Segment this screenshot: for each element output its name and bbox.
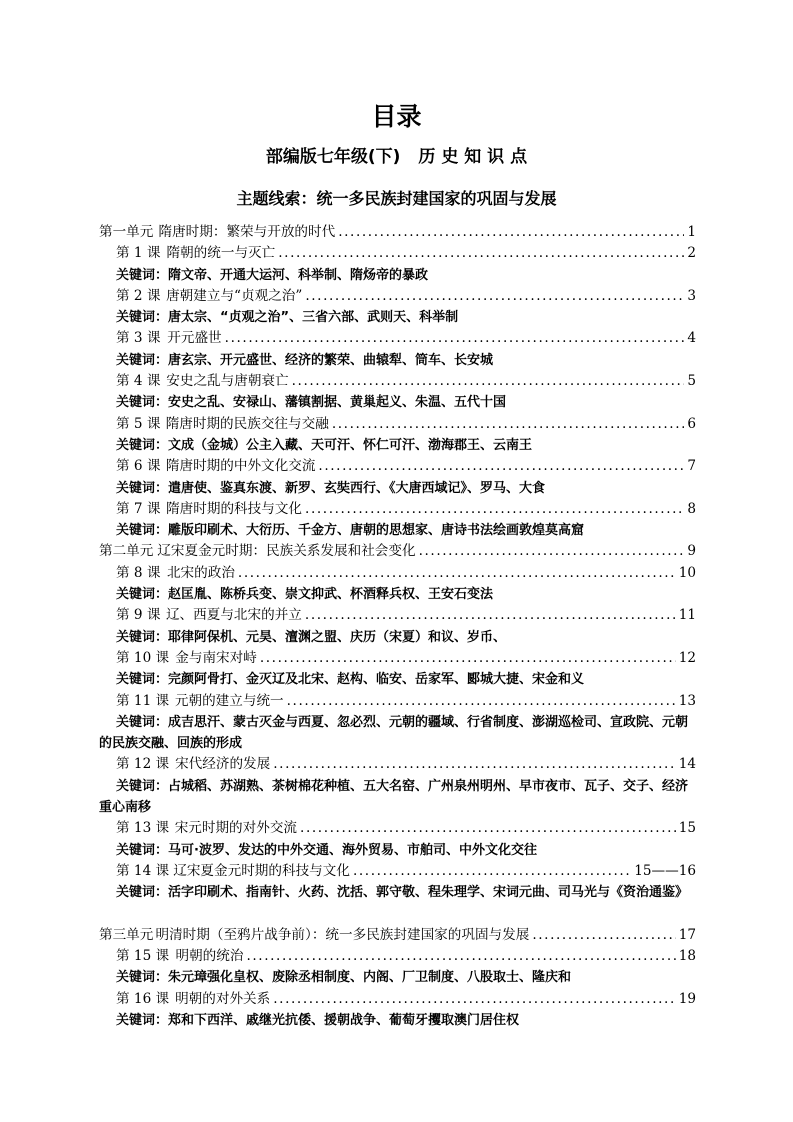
keyword-label: 关键词： — [116, 437, 169, 453]
entry-title: 隋唐时期的民族交往与交融 — [165, 415, 329, 432]
page-number: 19 — [678, 990, 696, 1007]
toc-lesson-entry[interactable] — [99, 818, 696, 839]
keyword-label: 关键词： — [116, 1012, 169, 1028]
keyword-label: 关键词： — [116, 523, 169, 539]
entry-number: 第 14 课 — [116, 862, 170, 879]
toc-lesson-entry[interactable] — [99, 414, 696, 435]
keyword-label: 关键词： — [116, 310, 169, 326]
entry-title: 安史之乱与唐朝衰亡 — [166, 373, 289, 390]
toc-unit-entry[interactable] — [99, 222, 696, 243]
entry-number: 第 9 课 — [116, 607, 161, 624]
dot-leader — [305, 286, 684, 307]
keyword-label: 关键词： — [116, 267, 169, 283]
page-number: 11 — [678, 607, 696, 624]
keyword-line — [99, 478, 696, 499]
entry-title: 辽、西夏与北宋的并立 — [165, 607, 302, 624]
entry-number: 第 6 课 — [116, 458, 161, 475]
entry-title: 金与南宋对峙 — [175, 649, 257, 666]
dot-leader — [332, 414, 685, 435]
entry-title: 隋朝的统一与灭亡 — [166, 245, 276, 262]
page-number: 13 — [678, 692, 696, 709]
keyword-line — [99, 435, 696, 456]
keyword-label: 关键词： — [116, 629, 169, 645]
keyword-text: 郑和下西洋、戚继光抗倭、援朝战争、葡萄牙攫取澳门居住权 — [168, 1012, 520, 1028]
toc-lesson-entry[interactable] — [99, 286, 696, 307]
page-number: 14 — [678, 756, 696, 773]
keyword-label: 关键词： — [116, 395, 169, 411]
entry-title: 隋唐时期的中外文化交流 — [165, 458, 316, 475]
toc-lesson-entry[interactable] — [99, 243, 696, 264]
keyword-label: 关键词： — [116, 352, 169, 368]
page-number: 2 — [687, 245, 696, 262]
keyword-label: 关键词： — [116, 970, 169, 986]
keyword-text: 文成（金城）公主入藏、天可汗、怀仁可汗、渤海郡王、云南王 — [168, 437, 533, 453]
page-number: 5 — [687, 373, 696, 390]
entry-title: 隋唐时期的科技与文化 — [166, 500, 303, 517]
entry-number: 第 10 课 — [116, 649, 170, 666]
keyword-label: 关键词： — [116, 778, 169, 794]
entry-number: 第 11 课 — [116, 692, 170, 709]
entry-title: 隋唐时期：繁荣与开放的时代 — [158, 224, 336, 240]
keyword-line — [99, 712, 696, 755]
dot-leader — [273, 754, 675, 775]
keyword-line — [99, 392, 696, 413]
page-number: 4 — [687, 330, 696, 347]
keyword-line — [99, 350, 696, 371]
page-number: 12 — [678, 649, 696, 666]
keyword-line — [99, 307, 696, 328]
entry-number: 第 3 课 — [116, 330, 161, 347]
entry-title: 宋元时期的对外交流 — [174, 820, 298, 837]
page-subtitle — [0, 145, 793, 169]
entry-title: 元朝的建立与统一 — [174, 692, 284, 709]
toc-lesson-entry[interactable] — [99, 563, 696, 584]
toc-unit-entry[interactable] — [99, 541, 696, 562]
toc-lesson-entry[interactable] — [99, 691, 696, 712]
theme-line: 主题线索：统一多民族封建国家的巩固与发展 — [236, 189, 557, 208]
keyword-line — [99, 584, 696, 605]
dot-leader — [246, 946, 675, 967]
entry-title: 北宋的政治 — [166, 564, 235, 581]
keyword-text: 完颜阿骨打、金灭辽及北宋、赵构、临安、岳家军、郾城大捷、宋金和义 — [168, 672, 585, 688]
entry-title: 明清时期（至鸦片战争前）：统一多民族封建国家的巩固与发展 — [155, 926, 530, 943]
keyword-line — [99, 840, 696, 861]
keyword-label: 关键词： — [116, 587, 169, 603]
keyword-text: 耶律阿保机、元昊、澶渊之盟、庆历（宋夏）和议、岁币、 — [168, 629, 507, 645]
dot-leader — [273, 989, 675, 1010]
toc-lesson-entry[interactable] — [99, 371, 696, 392]
keyword-text: 隋文帝、开通大运河、科举制、隋炀帝的暴政 — [168, 267, 429, 283]
page-number: 10 — [678, 564, 696, 581]
dot-leader — [305, 499, 684, 520]
grade-label: 部编版七年级(下) — [265, 147, 401, 167]
page-number: 1 — [687, 224, 696, 240]
keyword-line — [99, 1010, 696, 1031]
keyword-line — [99, 520, 696, 541]
table-of-contents — [99, 222, 696, 1031]
keyword-text: 唐玄宗、开元盛世、经济的繁荣、曲辕犁、筒车、长安城 — [168, 352, 494, 368]
entry-number: 第 7 课 — [116, 500, 161, 517]
keyword-text: 朱元璋强化皇权、废除丞相制度、内阁、厂卫制度、八股取士、隆庆和 — [168, 970, 572, 986]
entry-title: 宋代经济的发展 — [175, 756, 271, 773]
toc-unit-entry[interactable] — [99, 925, 696, 946]
dot-leader — [300, 818, 676, 839]
dot-leader — [260, 648, 676, 669]
dot-leader — [419, 541, 685, 562]
page-number: 15 — [678, 820, 696, 837]
toc-lesson-entry[interactable] — [99, 648, 696, 669]
page-number: 17 — [678, 926, 696, 943]
keyword-label: 关键词： — [116, 885, 169, 901]
page-title: 目录 — [371, 102, 422, 131]
keyword-text: 活字印刷术、指南针、火药、沈括、郭守敬、程朱理学、宋词元曲、司马光与《资治通鉴》 — [168, 885, 689, 901]
entry-number: 第 13 课 — [116, 820, 170, 837]
dot-leader — [278, 243, 684, 264]
entry-number: 第 4 课 — [116, 373, 161, 390]
keyword-text: 占城稻、苏湖熟、茶树棉花种植、五大名窑、广州泉州明州、早市夜市、瓦子、交子、经济重心南移 — [99, 778, 689, 816]
dot-leader — [318, 456, 684, 477]
keyword-text: 安史之乱、安禄山、藩镇割据、黄巢起义、朱温、五代十国 — [168, 395, 507, 411]
toc-lesson-entry[interactable] — [99, 754, 696, 775]
dot-leader — [292, 371, 685, 392]
dot-leader — [225, 328, 685, 349]
dot-leader — [353, 861, 631, 882]
entry-title: 明朝的统治 — [175, 948, 244, 965]
entry-title: 开元盛世 — [167, 330, 222, 347]
toc-lesson-entry[interactable] — [99, 456, 696, 477]
entry-title: 明朝的对外关系 — [175, 990, 271, 1007]
keyword-text: 马可·波罗、发达的中外交通、海外贸易、市舶司、中外文化交往 — [168, 842, 537, 858]
keyword-label: 关键词： — [116, 842, 169, 858]
keyword-line — [99, 265, 696, 286]
toc-lesson-entry[interactable] — [99, 605, 696, 626]
toc-lesson-entry[interactable] — [99, 861, 696, 882]
dot-leader — [238, 563, 676, 584]
toc-lesson-entry[interactable] — [99, 946, 696, 967]
page-number: 15——16 — [634, 862, 696, 879]
entry-title: 唐朝建立与“贞观之治” — [166, 287, 303, 304]
keyword-text: 雕版印刷术、大衍历、千金方、唐朝的思想家、唐诗书法绘画敦煌莫高窟 — [168, 523, 585, 539]
entry-number: 第 8 课 — [116, 564, 161, 581]
page-number: 9 — [687, 543, 696, 560]
page-number: 7 — [687, 458, 696, 475]
dot-leader — [338, 222, 684, 243]
keyword-text: 唐太宗、“贞观之治”、三省六部、武则天、科举制 — [168, 310, 459, 326]
keyword-line — [99, 627, 696, 648]
entry-number: 第 2 课 — [116, 287, 161, 304]
page-number: 18 — [678, 948, 696, 965]
dot-leader — [305, 605, 676, 626]
entry-number: 第三单元 — [99, 926, 154, 943]
subject-label: 历 史 知 识 点 — [418, 147, 528, 167]
page-number: 3 — [687, 287, 696, 304]
keyword-text: 遣唐使、鉴真东渡、新罗、玄奘西行、《大唐西域记》、罗马、大食 — [168, 480, 546, 496]
keyword-text: 成吉思汗、蒙古灭金与西夏、忽必烈、元朝的疆域、行省制度、澎湖巡检司、宣政院、元朝的民族交融、回族的形成 — [99, 714, 689, 752]
entry-number: 第一单元 — [99, 224, 154, 240]
page-number: 6 — [687, 415, 696, 432]
entry-number: 第二单元 — [99, 543, 154, 560]
entry-number: 第 16 课 — [116, 990, 170, 1007]
page-number: 8 — [687, 500, 696, 517]
keyword-label: 关键词： — [116, 480, 169, 496]
keyword-label: 关键词： — [116, 714, 169, 730]
entry-number: 第 1 课 — [116, 245, 161, 262]
keyword-label: 关键词： — [116, 672, 169, 688]
keyword-line — [99, 882, 696, 925]
toc-lesson-entry[interactable] — [99, 328, 696, 349]
toc-lesson-entry[interactable] — [99, 989, 696, 1010]
keyword-line — [99, 776, 696, 819]
entry-number: 第 12 课 — [116, 756, 170, 773]
toc-lesson-entry[interactable] — [99, 499, 696, 520]
keyword-text: 赵匡胤、陈桥兵变、崇文抑武、杯酒释兵权、王安石变法 — [168, 587, 494, 603]
dot-leader — [287, 691, 676, 712]
entry-number: 第 5 课 — [116, 415, 161, 432]
entry-title: 辽宋夏金元时期的科技与文化 — [173, 862, 350, 879]
keyword-line — [99, 967, 696, 988]
dot-leader — [532, 925, 675, 946]
entry-number: 第 15 课 — [116, 948, 170, 965]
entry-title: 辽宋夏金元时期：民族关系发展和社会变化 — [157, 543, 416, 560]
keyword-line — [99, 669, 696, 690]
